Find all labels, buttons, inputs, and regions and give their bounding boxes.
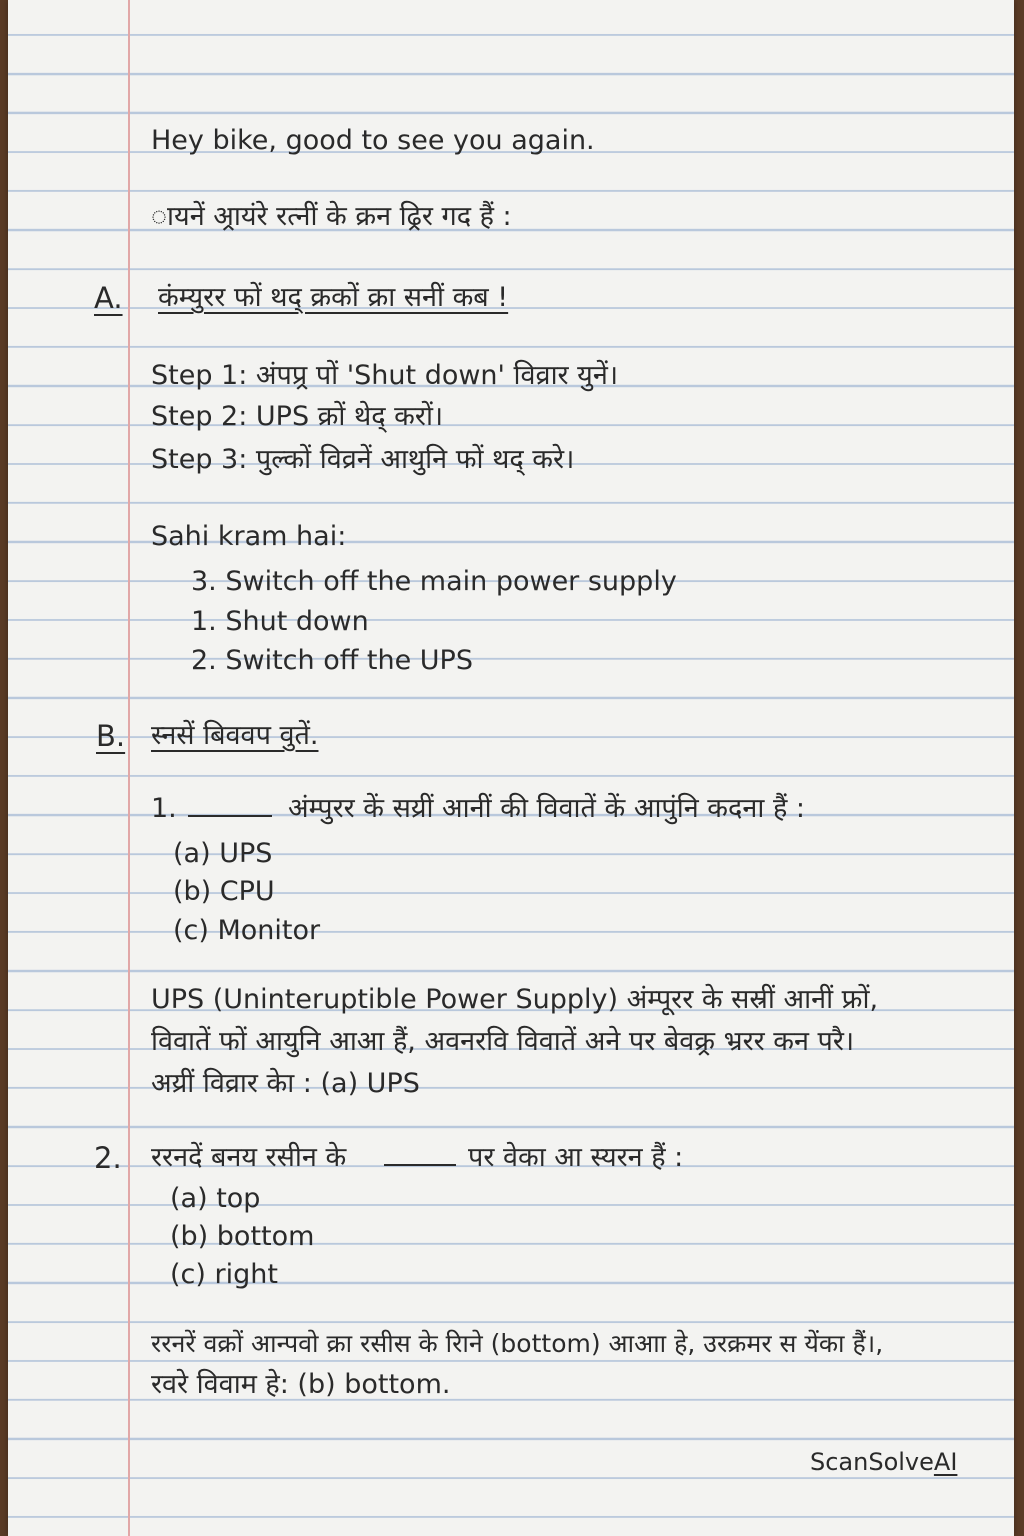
step-2: Step 2: UPS क्रों थेद् करों। bbox=[151, 401, 444, 432]
intro-line: ायनें अ्रायंरे रत्नीं के क्रन ढ्रिर गद हैं : bbox=[151, 201, 512, 232]
section-b-letter: B. bbox=[96, 719, 126, 753]
q2-option: (b) bottom bbox=[170, 1221, 315, 1252]
question-2-text-end: पर वेका आ स्यरन हैं : bbox=[468, 1142, 684, 1173]
step-3: Step 3: पुल्कों विव्रनें आथुनि फों थद् करे। bbox=[151, 444, 575, 475]
step-1: Step 1: अंपप्र्र पों 'Shut down' विव्रार युनें। bbox=[151, 360, 619, 391]
section-b-heading: स्नसें बिववप वुतें. bbox=[151, 720, 319, 751]
question-1-number: 1. bbox=[151, 793, 177, 824]
margin-line bbox=[128, 0, 130, 1536]
q1-option: (b) CPU bbox=[173, 876, 275, 907]
q2-option: (a) top bbox=[170, 1183, 261, 1214]
q2-explanation-line: ररनरें वक्रों आन्पवो क्रा रसीस के रिाने (bottom) आआा हे, उरक्रमर स येंका हैं।, bbox=[151, 1329, 884, 1358]
notebook-page bbox=[8, 0, 1014, 1536]
scansolve-signature bbox=[810, 1448, 957, 1476]
answer-label: Sahi kram hai: bbox=[151, 521, 347, 552]
q1-option: (a) UPS bbox=[173, 838, 273, 869]
order-item: 3. Switch off the main power supply bbox=[191, 566, 677, 597]
q1-option: (c) Monitor bbox=[173, 915, 321, 946]
q2-option: (c) right bbox=[170, 1259, 278, 1290]
section-a-heading: कंम्युरर फों थद् क्रकों क्रा सनीं कब ! bbox=[158, 282, 509, 313]
q1-explanation-line: UPS (Uninteruptible Power Supply) अंम्पूरर के सस्रीं आनीं फ्रों, bbox=[151, 984, 879, 1015]
question-1-blank bbox=[188, 793, 272, 825]
greeting-line: Hey bike, good to see you again. bbox=[151, 125, 595, 156]
order-item: 2. Switch off the UPS bbox=[191, 645, 473, 676]
q1-explanation-line: विवातें फों आयुनि आआ हैं, अवनरवि विवातें अने पर बेवक्र्र भ्ररर कन परै। bbox=[151, 1026, 855, 1057]
signature-suffix: AI bbox=[933, 1448, 958, 1476]
question-2-number: 2. bbox=[94, 1141, 122, 1175]
section-a-letter: A. bbox=[94, 281, 123, 315]
signature-main: ScanSolve bbox=[810, 1448, 934, 1476]
q1-answer-line: अय्रीं विव्रार केा : (a) UPS bbox=[151, 1068, 420, 1099]
q2-answer-line: रवरे विवाम हे: (b) bottom. bbox=[151, 1369, 451, 1400]
question-2-text-start: ररनदें बनय रसीन के bbox=[151, 1142, 347, 1173]
question-1-text: अंम्पुरर कें सय्रीं आनीं की विवातें कें आपुंनि कदना हैं : bbox=[288, 793, 805, 824]
question-2-blank bbox=[384, 1142, 456, 1174]
order-item: 1. Shut down bbox=[191, 606, 369, 637]
